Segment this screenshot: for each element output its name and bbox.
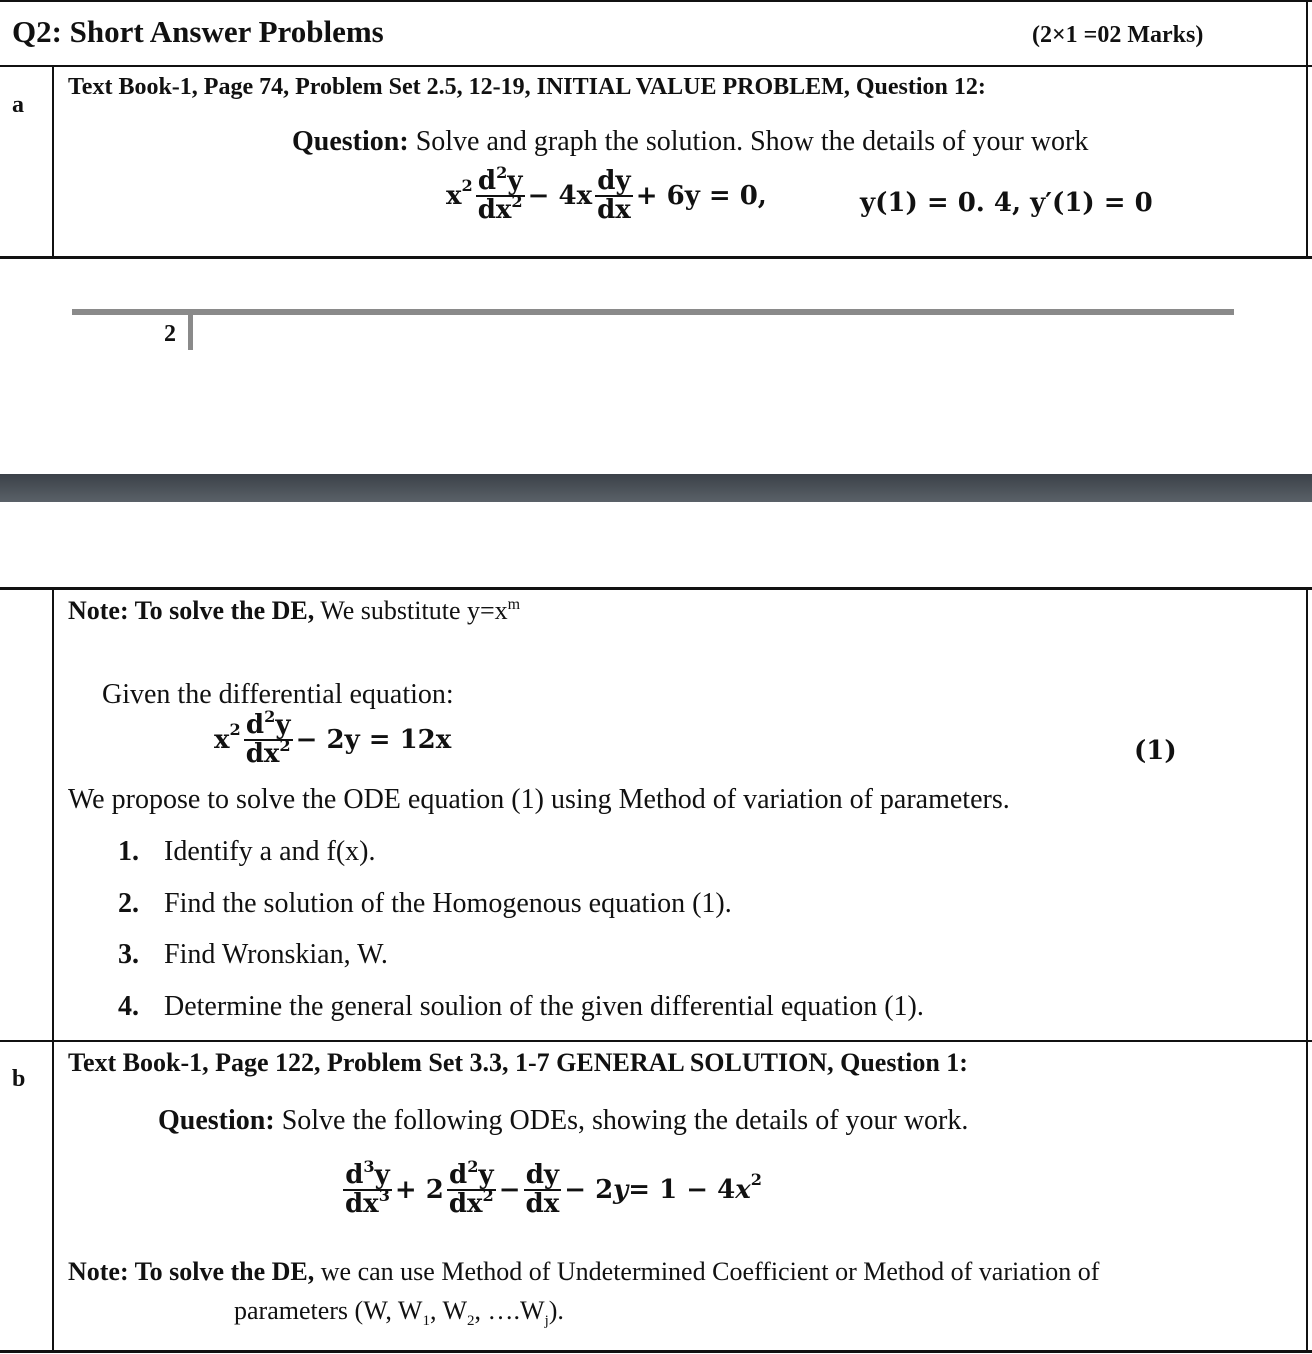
equation-tag: (1) bbox=[1134, 736, 1177, 766]
fraction-dy-dx: $\frac{dy}{dx}$ bbox=[597, 166, 631, 226]
list-item-text: Find the solution of the Homogenous equation (1). bbox=[164, 888, 732, 919]
propose-text: We propose to solve the ODE equation (1) using Method of variation of parameters. bbox=[68, 784, 1010, 815]
question-a bbox=[292, 126, 1088, 158]
fraction-d3y-dx3: $\frac{d^3y}{dx^3}$ bbox=[345, 1156, 390, 1220]
question-a-label: Question: bbox=[292, 126, 409, 157]
page-number: 2 bbox=[164, 321, 176, 347]
part-b-label: b bbox=[12, 1066, 26, 1092]
footer-marker bbox=[188, 314, 193, 350]
note-2-continued: parameters (W, $W_1$, $W_2$, $\dots.W_j$). bbox=[234, 1296, 564, 1330]
list-item-text: Identify a and f(x). bbox=[164, 836, 376, 867]
list-item-text: Determine the general soulion of the given differential equation (1). bbox=[164, 991, 924, 1022]
part-b-heading: Text Book-1, Page 122, Problem Set 3.3, 1-7 GENERAL SOLUTION, Question 1: bbox=[68, 1048, 968, 1077]
initial-conditions: y(1) = 0. 4, y′(1) = 0 bbox=[860, 188, 1153, 218]
page-break-band bbox=[0, 474, 1312, 502]
part-a-label: a bbox=[12, 92, 24, 118]
question-b-text: Solve the following ODEs, showing the details of your work. bbox=[274, 1105, 969, 1136]
equation-1: x 2 $\frac{d^2y}{dx^2}$ − 2y = 12x bbox=[214, 706, 452, 770]
question-a-text: Solve and graph the solution. Show the details of your work bbox=[408, 126, 1089, 157]
footer-rule bbox=[72, 309, 1234, 315]
marks-label: (2×1 =02 Marks) bbox=[1032, 22, 1204, 48]
fraction-d2y-dx2: $\frac{d^2y}{dx^2}$ bbox=[245, 706, 291, 770]
note-1: Note: To solve the DE, We substitute $y=x^m$ bbox=[68, 596, 521, 625]
fraction-dy-dx: $\frac{dy}{dx}$ bbox=[525, 1160, 560, 1220]
list-item: 1. bbox=[118, 836, 139, 867]
question-b bbox=[158, 1105, 968, 1137]
note-2: Note: To solve the DE, we can use Method of Undetermined Coefficient or Method of variation of bbox=[68, 1257, 1100, 1286]
question-b-label: Question: bbox=[158, 1105, 275, 1136]
list-item-text: Find Wronskian, W. bbox=[164, 939, 388, 970]
equation-b: $\frac{d^3y}{dx^3}$ + 2 $\frac{d^2y}{dx^2}$ − $\frac{dy}{dx}$ − 2 y = 1 − 4 x 2 bbox=[345, 1156, 762, 1220]
list-item: 4. bbox=[118, 991, 139, 1022]
given-text: Given the differential equation: bbox=[102, 679, 454, 710]
fraction-d2y-dx2: $\frac{d^2y}{dx^2}$ bbox=[448, 1156, 494, 1220]
list-item: 2. bbox=[118, 888, 139, 919]
equation-a: x 2 $\frac{d^2y}{dx^2}$ − 4x $\frac{dy}{dx}$ + 6y = 0, bbox=[446, 162, 767, 226]
part-a-heading: Text Book-1, Page 74, Problem Set 2.5, 12-19, INITIAL VALUE PROBLEM, Question 12: bbox=[68, 74, 986, 100]
section-title: Q2: Short Answer Problems bbox=[12, 14, 384, 49]
list-item: 3. bbox=[118, 939, 139, 970]
fraction-d2y-dx2: $\frac{d^2y}{dx^2}$ bbox=[477, 162, 523, 226]
